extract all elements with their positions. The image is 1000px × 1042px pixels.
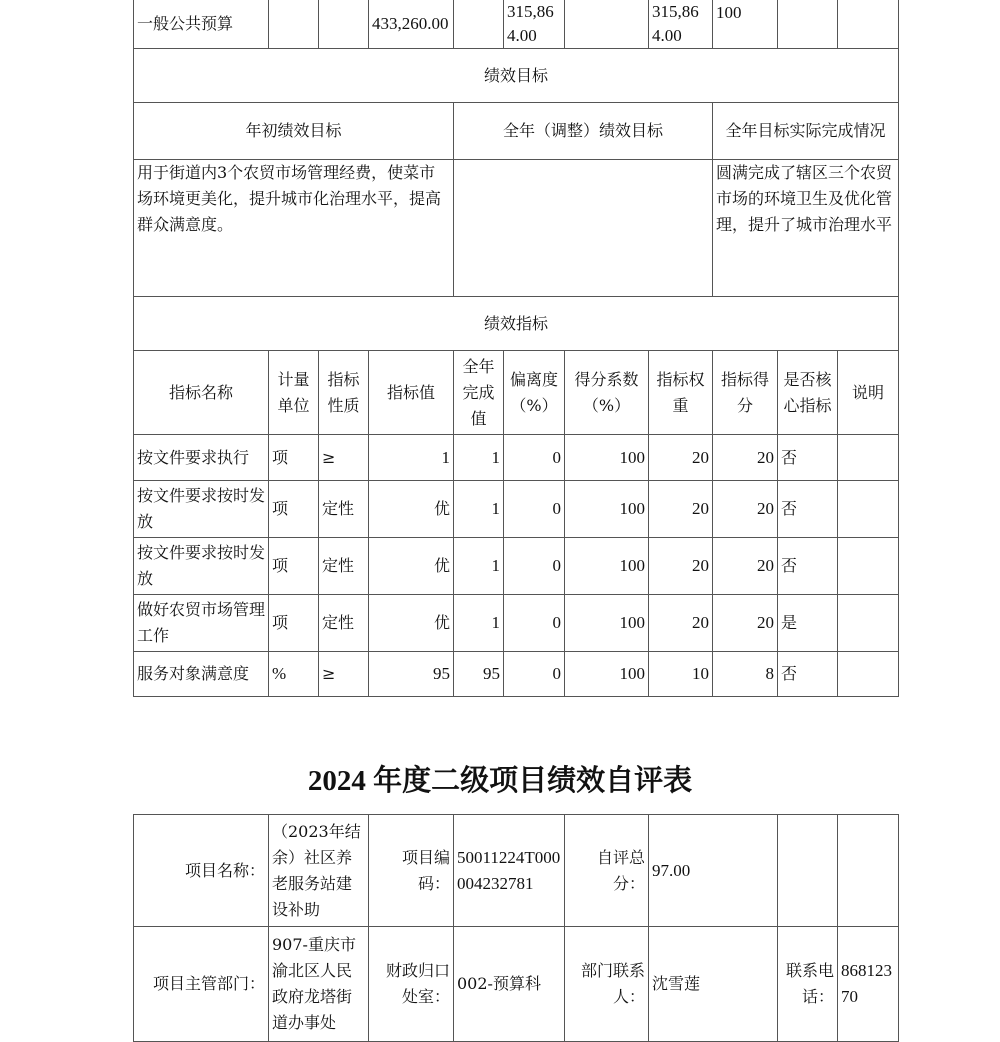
project-name-label: 项目名称： [134,815,269,927]
actual-completion-text: 圆满完成了辖区三个农贸市场的环境卫生及优化管理，提升了城市治理水平 [713,160,899,297]
indicator-score: 20 [713,481,778,538]
indicator-name: 服务对象满意度 [134,652,269,697]
indicator-nature: 定性 [319,538,369,595]
goals-section-title: 绩效目标 [134,49,899,103]
indicator-note [838,481,899,538]
form-title: 2024 年度二级项目绩效自评表 [307,765,693,797]
indicator-note [838,652,899,697]
indicator-deviation: 0 [504,652,565,697]
indicator-actual: 1 [454,595,504,652]
indicator-unit: 项 [269,481,319,538]
indicator-nature: 定性 [319,595,369,652]
indicator-core: 是 [778,595,838,652]
col-header: 指标性质 [319,351,369,435]
finance-office: 002-预算科 [454,927,565,1042]
phone-label: 联系电话： [778,927,838,1042]
indicator-target: 1 [369,435,454,481]
indicator-coef: 100 [565,652,649,697]
adjusted-goal-header: 全年（调整）绩效目标 [454,103,713,160]
col-header: 指标值 [369,351,454,435]
indicator-target: 95 [369,652,454,697]
indicator-core: 否 [778,538,838,595]
indicator-note [838,435,899,481]
indicator-nature: ≥ [319,652,369,697]
indicator-target: 优 [369,481,454,538]
indicator-score: 20 [713,538,778,595]
initial-goal-text: 用于街道内3个农贸市场管理经费，使菜市场环境更美化，提升城市化治理水平，提高群众满意度。 [134,160,454,297]
indicator-core: 否 [778,435,838,481]
adjusted-budget: 315,864.00 [504,0,565,49]
contact-label: 部门联系人： [565,927,649,1042]
budget-cell [565,0,649,49]
indicator-target: 优 [369,595,454,652]
phone: 86812370 [838,927,899,1042]
indicator-core: 否 [778,652,838,697]
indicators-header-row [134,351,899,435]
indicator-unit: % [269,652,319,697]
indicator-score: 8 [713,652,778,697]
indicator-weight: 20 [649,481,713,538]
indicator-name: 按文件要求按时发放 [134,481,269,538]
col-header: 是否核心指标 [778,351,838,435]
budget-cell [778,0,838,49]
dept-label: 项目主管部门： [134,927,269,1042]
adjusted-goal-text [454,160,713,297]
indicator-actual: 1 [454,481,504,538]
budget-cell [319,0,369,49]
performance-table [133,0,899,697]
indicator-weight: 10 [649,652,713,697]
executed-amount: 315,864.00 [649,0,713,49]
actual-completion-header: 全年目标实际完成情况 [713,103,899,160]
indicator-deviation: 0 [504,538,565,595]
total-score: 97.00 [649,815,778,927]
col-header: 指标得分 [713,351,778,435]
indicator-actual: 1 [454,435,504,481]
indicator-coef: 100 [565,538,649,595]
indicator-name: 做好农贸市场管理工作 [134,595,269,652]
col-header: 指标名称 [134,351,269,435]
indicator-coef: 100 [565,481,649,538]
budget-cell [838,0,899,49]
dept: 907-重庆市渝北区人民政府龙塔街道办事处 [269,927,369,1042]
budget-source-label: 一般公共预算 [134,0,269,49]
project-name: （2023年结余）社区养老服务站建设补助 [269,815,369,927]
indicator-score: 20 [713,435,778,481]
indicator-weight: 20 [649,538,713,595]
col-header: 全年完成值 [454,351,504,435]
table-row [134,435,899,481]
budget-cell [269,0,319,49]
col-header: 得分系数（%） [565,351,649,435]
table-row [134,481,899,538]
indicator-note [838,538,899,595]
indicator-nature: 定性 [319,481,369,538]
col-header: 说明 [838,351,899,435]
project-code-label: 项目编码： [369,815,454,927]
indicator-target: 优 [369,538,454,595]
indicators-section-title: 绩效指标 [134,297,899,351]
col-header: 计量单位 [269,351,319,435]
finance-label: 财政归口处室： [369,927,454,1042]
indicator-name: 按文件要求按时发放 [134,538,269,595]
col-header: 偏离度（%） [504,351,565,435]
project-row-1 [134,815,899,927]
indicator-note [838,595,899,652]
indicator-unit: 项 [269,538,319,595]
indicator-core: 否 [778,481,838,538]
col-header: 指标权重 [649,351,713,435]
indicator-coef: 100 [565,435,649,481]
indicator-weight: 20 [649,595,713,652]
initial-budget: 433,260.00 [369,0,454,49]
table-row [134,595,899,652]
project-info-table [133,814,899,1042]
project-code: 50011224T000004232781 [454,815,565,927]
execution-rate: 100 [713,0,778,49]
indicator-actual: 1 [454,538,504,595]
budget-row [134,0,899,49]
empty-cell [838,815,899,927]
indicator-score: 20 [713,595,778,652]
empty-cell [778,815,838,927]
table-row [134,538,899,595]
indicator-deviation: 0 [504,435,565,481]
indicator-unit: 项 [269,595,319,652]
budget-cell [454,0,504,49]
project-row-2 [134,927,899,1042]
table-row [134,652,899,697]
indicator-actual: 95 [454,652,504,697]
indicator-coef: 100 [565,595,649,652]
indicator-unit: 项 [269,435,319,481]
indicator-deviation: 0 [504,595,565,652]
total-score-label: 自评总分： [565,815,649,927]
initial-goal-header: 年初绩效目标 [134,103,454,160]
indicator-name: 按文件要求执行 [134,435,269,481]
contact-person: 沈雪莲 [649,927,778,1042]
indicator-deviation: 0 [504,481,565,538]
indicator-nature: ≥ [319,435,369,481]
indicator-weight: 20 [649,435,713,481]
